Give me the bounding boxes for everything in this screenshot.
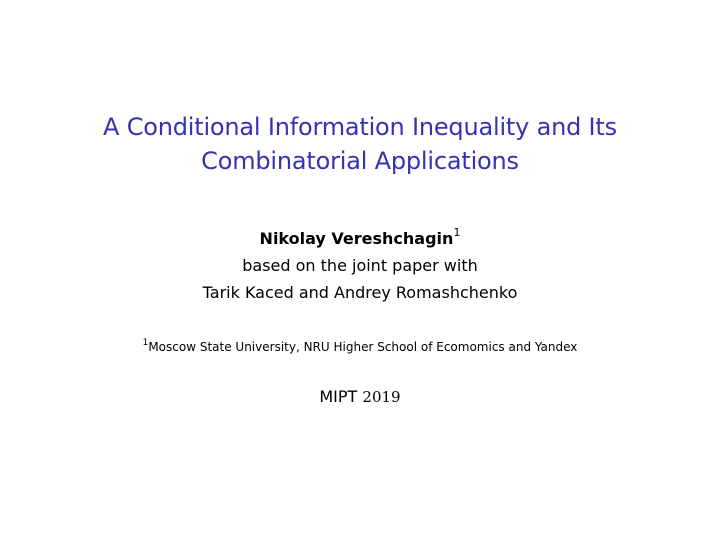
- venue-year: 2019: [362, 388, 401, 406]
- author: [0, 225, 720, 250]
- based-on-text: based on the joint paper with: [242, 256, 478, 275]
- slide-title: [0, 110, 720, 178]
- author-name: Nikolay Vereshchagin: [259, 229, 454, 248]
- title-line-1: A Conditional Information Inequality and Its: [103, 113, 617, 141]
- affiliation: [0, 338, 720, 356]
- affiliation-text: Moscow State University, NRU Higher School of Ecomomics and Yandex: [148, 340, 578, 354]
- coauthors: Tarik Kaced and Andrey Romashchenko: [202, 283, 518, 302]
- affiliation-mark: 1: [142, 338, 149, 348]
- title-line-2: Combinatorial Applications: [201, 147, 519, 175]
- author-footnote-mark: 1: [453, 225, 461, 239]
- venue: [0, 386, 720, 408]
- venue-name: MIPT: [319, 387, 358, 406]
